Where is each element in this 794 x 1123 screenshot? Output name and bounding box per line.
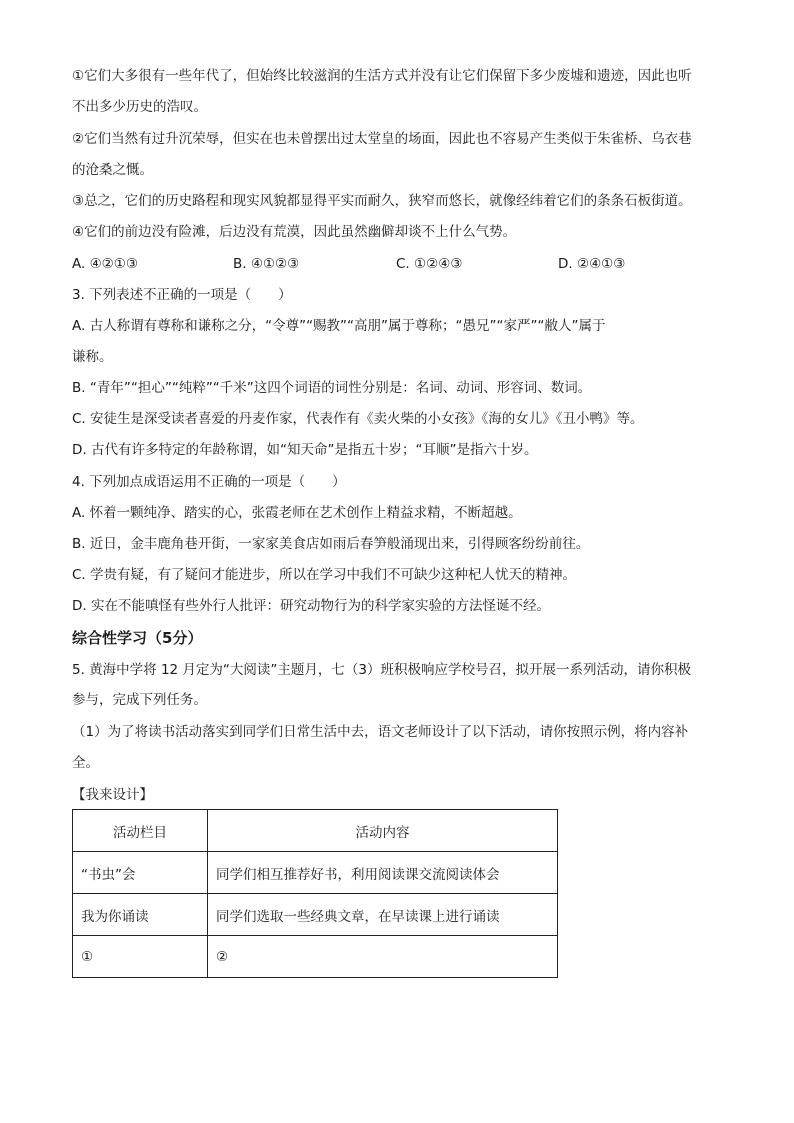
- question-3-option-a-cont: 谦称。: [72, 349, 113, 365]
- option-4-line: ④它们的前边没有险滩，后边没有荒漠，因此虽然幽僻却谈不上什么气势。: [72, 224, 517, 240]
- table-row: [73, 852, 558, 894]
- table-row: [73, 936, 558, 978]
- question-3-option-d: D. 古代有许多特定的年龄称谓，如“知天命”是指五十岁；“耳顺”是指六十岁。: [72, 442, 538, 458]
- activity-table: [72, 809, 558, 978]
- table-cell: 我为你诵读: [73, 894, 208, 936]
- question-3-option-b: B. “青年”“担心”“纯粹”“千米”这四个词语的词性分别是：名词、动词、形容词、数词。: [72, 380, 592, 396]
- choice-b: B. ④①②③: [233, 256, 300, 272]
- design-label: 【我来设计】: [72, 787, 153, 803]
- question-4-stem: 4. 下列加点成语运用不正确的一项是（ ）: [72, 474, 346, 490]
- question-4-option-a: A. 怀着一颗纯净、踏实的心，张霞老师在艺术创作上精益求精，不断超越。: [72, 505, 522, 521]
- option-1-line: ①它们大多很有一些年代了，但始终比较滋润的生活方式并没有让它们保留下多少废墟和遗迹，因此也听: [72, 68, 692, 84]
- question-3-option-a: A. 古人称谓有尊称和谦称之分，“令尊”“赐教”“高朋”属于尊称；“愚兄”“家严”“敝人”属于: [72, 318, 606, 334]
- table-cell: 同学们选取一些经典文章，在早读课上进行诵读: [208, 894, 558, 936]
- option-2-line: ②它们当然有过升沉荣辱，但实在也未曾摆出过太堂皇的场面，因此也不容易产生类似于朱雀桥、乌衣巷: [72, 131, 692, 147]
- table-cell: 同学们相互推荐好书，利用阅读课交流阅读体会: [208, 852, 558, 894]
- section-heading: 综合性学习（5分）: [72, 629, 203, 647]
- table-cell: “书虫”会: [73, 852, 208, 894]
- question-5-stem: 5. 黄海中学将 12 月定为“大阅读”主题月，七（3）班积极响应学校号召，拟开展一系列活动，请你积极: [72, 662, 692, 678]
- option-1-line-cont: 不出多少历史的浩叹。: [72, 99, 207, 115]
- option-2-line-cont: 的沧桑之慨。: [72, 162, 153, 178]
- answer-cell-2[interactable]: ②: [208, 936, 558, 978]
- table-row: [73, 894, 558, 936]
- question-4-option-c: C. 学贵有疑，有了疑问才能进步，所以在学习中我们不可缺少这种杞人忧天的精神。: [72, 567, 577, 583]
- header-content: 活动内容: [208, 810, 558, 852]
- header-column: 活动栏目: [73, 810, 208, 852]
- choice-c: C. ①②④③: [396, 256, 463, 272]
- question-4-option-d: D. 实在不能嗔怪有些外行人批评：研究动物行为的科学家实验的方法怪诞不经。: [72, 598, 550, 614]
- question-3-stem: 3. 下列表述不正确的一项是（ ）: [72, 287, 292, 303]
- question-5-sub1-cont: 全。: [72, 755, 99, 771]
- answer-cell-1[interactable]: ①: [73, 936, 208, 978]
- question-3-option-c: C. 安徒生是深受读者喜爱的丹麦作家，代表作有《卖火柴的小女孩》《海的女儿》《丑小鸭》等。: [72, 411, 644, 427]
- question-5-sub1: （1）为了将读书活动落实到同学们日常生活中去，语文老师设计了以下活动，请你按照示例，将内容补: [72, 724, 689, 740]
- table-header-row: [73, 810, 558, 852]
- option-3-line: ③总之，它们的历史路程和现实风貌都显得平实而耐久，狭窄而悠长，就像经纬着它们的条条石板街道。: [72, 193, 692, 209]
- choice-d: D. ②④①③: [558, 256, 626, 272]
- question-5-stem-cont: 参与，完成下列任务。: [72, 692, 207, 708]
- choice-a: A. ④②①③: [72, 256, 138, 272]
- question-4-option-b: B. 近日，金丰鹿角巷开街，一家家美食店如雨后春笋般涌现出来，引得顾客纷纷前往。: [72, 536, 590, 552]
